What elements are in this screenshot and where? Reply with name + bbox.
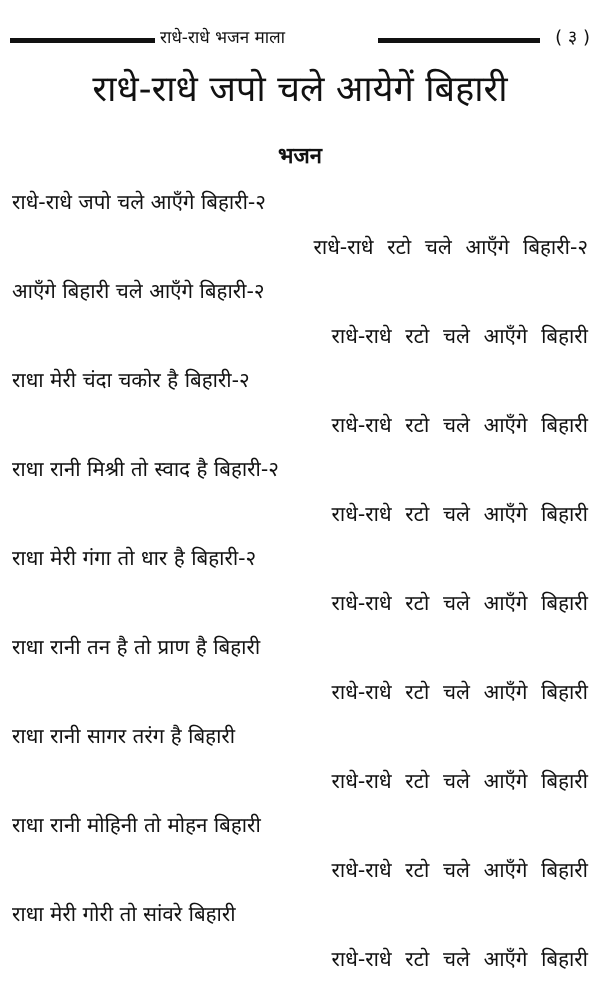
lyrics-list [0, 180, 600, 981]
lyric-line: राधे-राधे रटो चले आएँगे बिहारी [0, 848, 600, 893]
header-rule-right [378, 38, 540, 43]
header-rule-left [10, 38, 155, 43]
lyric-line: राधे-राधे रटो चले आएँगे बिहारी [0, 937, 600, 981]
lyric-line: राधे-राधे रटो चले आएँगे बिहारी [0, 759, 600, 804]
lyric-line: राधा रानी मिश्री तो स्वाद है बिहारी-२ [0, 447, 600, 492]
bhajan-title: राधे-राधे जपो चले आयेगें बिहारी [0, 62, 600, 118]
book-title: राधे-राधे भजन माला [160, 26, 285, 50]
lyric-line: राधा मेरी गोरी तो सांवरे बिहारी [0, 892, 600, 937]
lyric-line: राधे-राधे रटो चले आएँगे बिहारी [0, 314, 600, 359]
lyric-line: राधा रानी तन है तो प्राण है बिहारी [0, 625, 600, 670]
lyric-line: राधे-राधे रटो चले आएँगे बिहारी-२ [0, 225, 600, 270]
lyric-line: राधे-राधे रटो चले आएँगे बिहारी [0, 670, 600, 715]
running-header [10, 18, 590, 46]
lyric-line: आएँगे बिहारी चले आएँगे बिहारी-२ [0, 269, 600, 314]
lyric-line: राधा रानी सागर तरंग है बिहारी [0, 714, 600, 759]
lyric-line: राधे-राधे रटो चले आएँगे बिहारी [0, 492, 600, 537]
lyric-line: राधे-राधे जपो चले आएँगे बिहारी-२ [0, 180, 600, 225]
lyric-line: राधे-राधे रटो चले आएँगे बिहारी [0, 403, 600, 448]
lyric-line: राधा रानी मोहिनी तो मोहन बिहारी [0, 803, 600, 848]
page-number: ( ३ ) [555, 26, 590, 50]
lyric-line: राधा मेरी चंदा चकोर है बिहारी-२ [0, 358, 600, 403]
lyric-line: राधा मेरी गंगा तो धार है बिहारी-२ [0, 536, 600, 581]
lyric-line: राधे-राधे रटो चले आएँगे बिहारी [0, 581, 600, 626]
section-heading: भजन [0, 140, 600, 174]
